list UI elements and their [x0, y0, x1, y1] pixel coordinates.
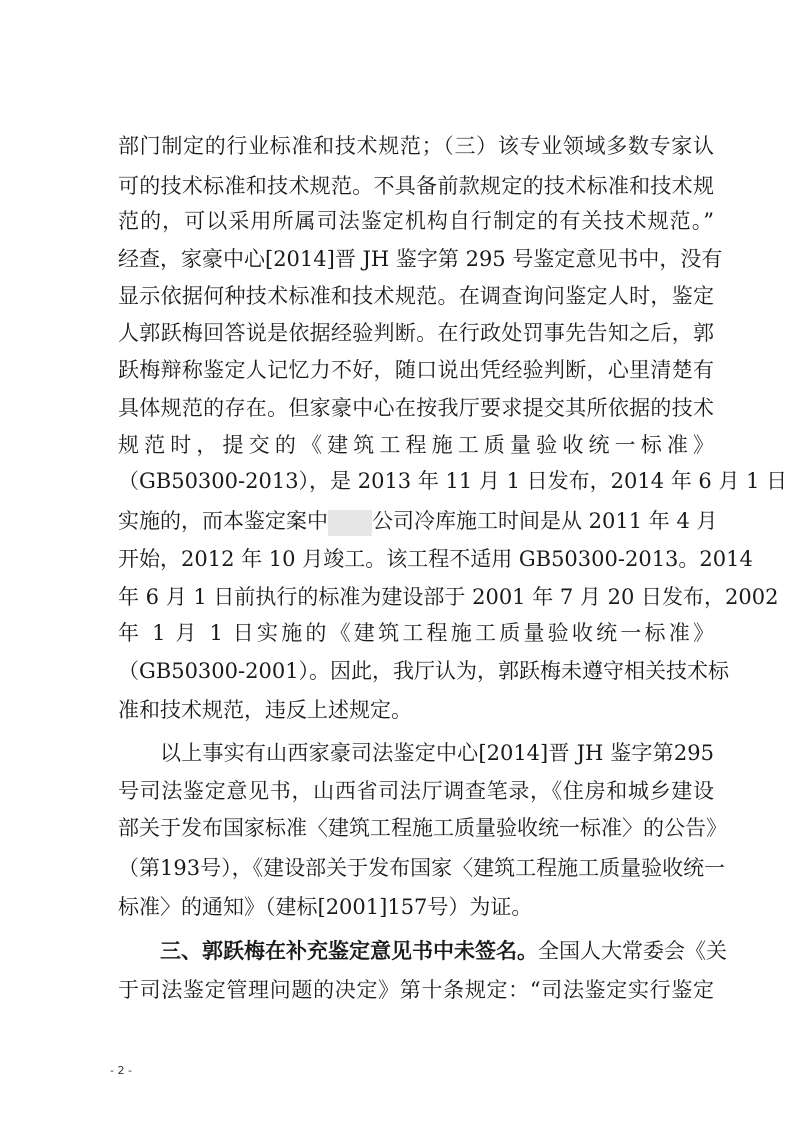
text-line: 准和技术规范，违反上述规定。: [118, 698, 412, 722]
text-line: 部门制定的行业标准和技术规范；（三）该专业领域多数专家认: [118, 134, 714, 158]
text-line: 年 1 月 1 日实施的《建筑工程施工质量验收统一标准》: [118, 621, 714, 645]
text-line: 跃梅辩称鉴定人记忆力不好，随口说出凭经验判断，心里清楚有: [118, 358, 714, 382]
text-line: 范的，可以采用所属司法鉴定机构自行制定的有关技术规范。”: [118, 209, 714, 233]
text-line: 开始，2012 年 10 月竣工。该工程不适用 GB50300-2013。2014: [118, 547, 753, 571]
page-number: - 2 -: [110, 1064, 132, 1077]
text-line-with-redaction: [118, 506, 718, 536]
text-line: 号司法鉴定意见书，山西省司法厅调查笔录，《住房和城乡建设: [118, 779, 714, 803]
section-heading-line: [160, 936, 727, 966]
text-segment: 实施的，而本鉴定案中: [118, 509, 328, 533]
section-heading: 三、郭跃梅在补充鉴定意见书中未签名。: [160, 939, 538, 963]
text-line: 具体规范的存在。但家豪中心在按我厅要求提交其所依据的技术: [118, 396, 714, 420]
text-line: 经查，家豪中心[2014]晋 JH 鉴字第 295 号鉴定意见书中，没有: [118, 247, 723, 271]
text-line: 年 6 月 1 日前执行的标准为建设部于 2001 年 7 月 20 日发布，2002: [118, 585, 779, 609]
text-line: 可的技术标准和技术规范。不具备前款规定的技术标准和技术规: [118, 174, 714, 198]
text-line: 于司法鉴定管理问题的决定》第十条规定：“司法鉴定实行鉴定: [118, 978, 714, 1002]
text-line: 以上事实有山西家豪司法鉴定中心[2014]晋 JH 鉴字第295: [160, 741, 714, 765]
text-segment: 全国人大常委会《关: [538, 939, 727, 963]
text-segment: 公司冷库施工时间是从 2011 年 4 月: [372, 509, 718, 533]
redacted-area: [328, 510, 372, 536]
text-line: 显示依据何种技术标准和技术规范。在调查询问鉴定人时，鉴定: [118, 284, 714, 308]
text-line: （GB50300-2013），是 2013 年 11 月 1 日发布，2014 年 6 月 1 日: [118, 469, 788, 493]
text-line: 部关于发布国家标准〈建筑工程施工质量验收统一标准〉的公告》: [118, 816, 727, 840]
text-line: （第193号），《建设部关于发布国家〈建筑工程施工质量验收统一: [118, 856, 726, 880]
text-line: 规范时，提交的《建筑工程施工质量验收统一标准》: [118, 433, 714, 457]
text-line: 人郭跃梅回答说是依据经验判断。在行政处罚事先告知之后，郭: [118, 321, 714, 345]
text-line: 标准〉的通知》（建标[2001]157号）为证。: [118, 895, 533, 919]
text-line: （GB50300-2001）。因此，我厅认为，郭跃梅未遵守相关技术标: [118, 659, 730, 683]
